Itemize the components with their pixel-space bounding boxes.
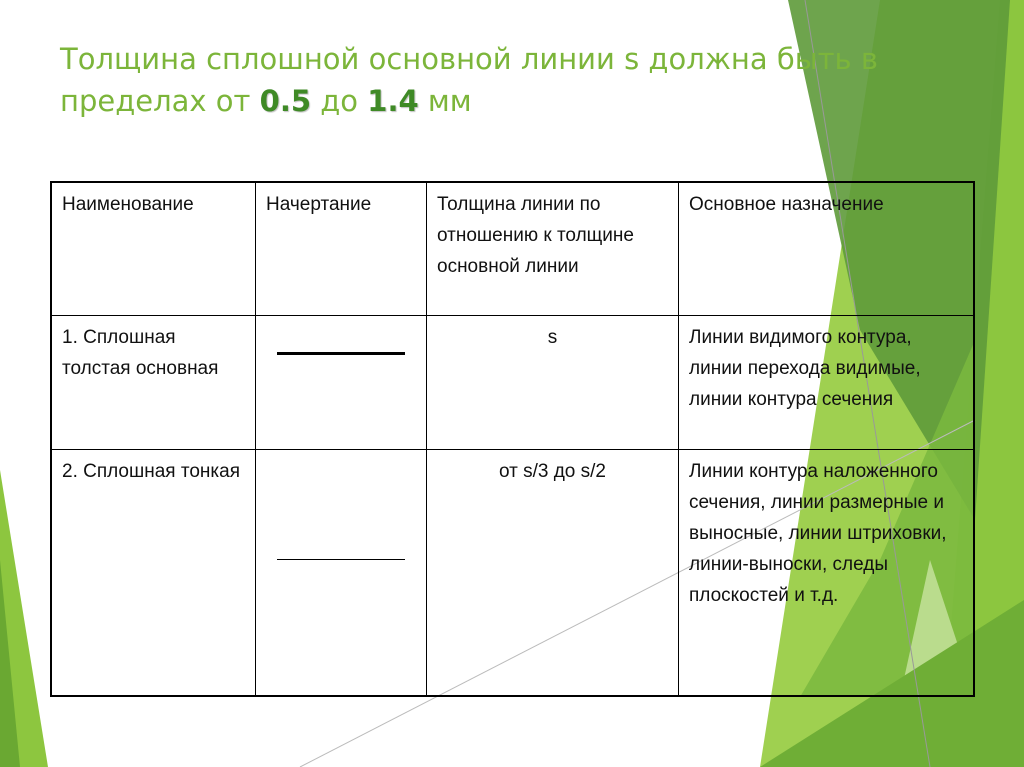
header-style: Начертание [256, 182, 427, 315]
min-thickness-value: 0.5 [259, 84, 312, 118]
line-types-table [50, 181, 975, 697]
row1-style [256, 315, 427, 449]
max-thickness-value: 1.4 [367, 84, 419, 118]
header-thickness: Толщина линии по отношению к толщине основной линии [427, 182, 679, 315]
title-line1: Толщина сплошной основной линии s должна быть в [60, 42, 878, 76]
title-unit: мм [418, 84, 472, 118]
row1-thickness: s [427, 315, 679, 449]
thick-line-sample [277, 352, 405, 355]
row1-purpose: Линии видимого контура, линии перехода видимые, линии контура сечения [679, 315, 975, 449]
row1-name: 1. Сплошная толстая основная [51, 315, 256, 449]
row2-purpose: Линии контура наложенного сечения, линии размерные и выносные, линии штриховки, линии-выноски, следы плоскостей и т.д. [679, 449, 975, 696]
slide-title [60, 38, 960, 122]
title-line2-prefix: пределах от [60, 84, 260, 118]
header-purpose: Основное назначение [679, 182, 975, 315]
row2-name: 2. Сплошная тонкая [51, 449, 256, 696]
thin-line-sample [277, 559, 405, 561]
table-row [51, 449, 974, 696]
title-between: до [311, 84, 368, 118]
table-row [51, 315, 974, 449]
row2-thickness: от s/3 до s/2 [427, 449, 679, 696]
table-header-row [51, 182, 974, 315]
header-name: Наименование [51, 182, 256, 315]
row2-style [256, 449, 427, 696]
